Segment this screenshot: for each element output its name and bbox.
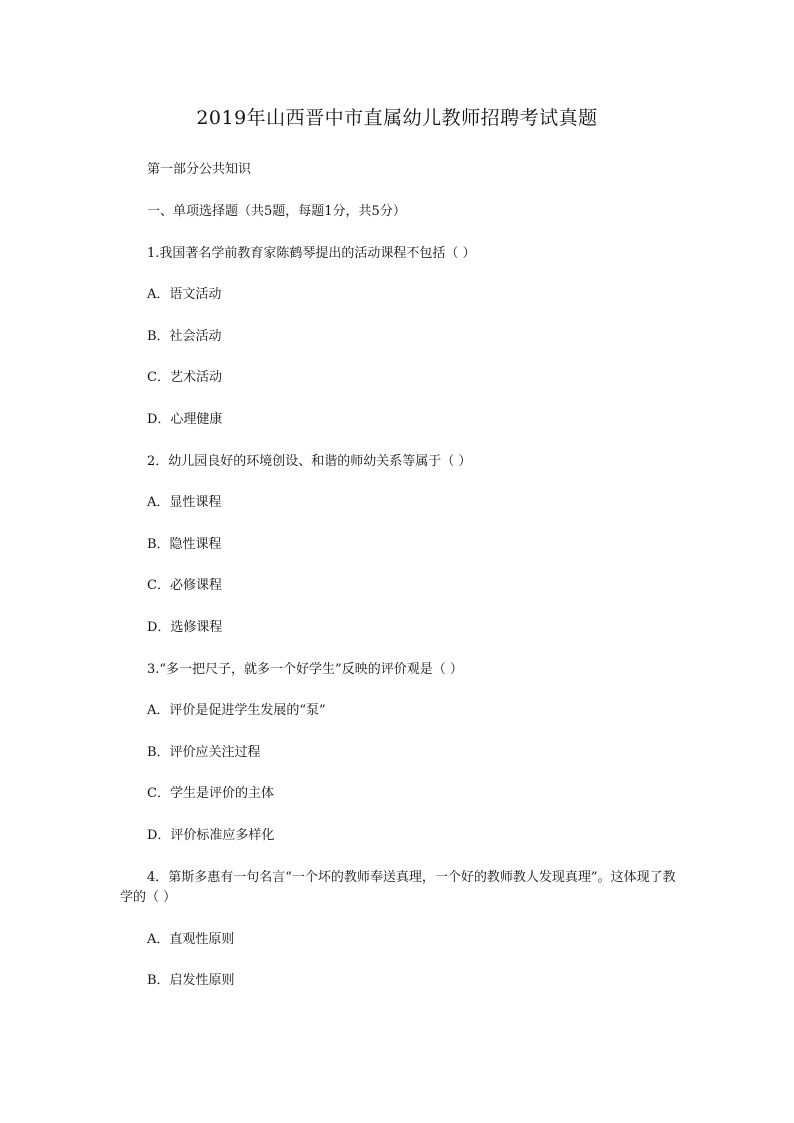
question-4-stem-block [120, 868, 680, 908]
question-2-option-a: A．显性课程 [147, 495, 222, 510]
question-1-stem: 1.我国著名学前教育家陈鹤琴提出的活动课程不包括（ ） [147, 246, 476, 261]
question-1-option-b: B．社会活动 [147, 329, 222, 344]
question-4-stem: 4．第斯多惠有一句名言“一个坏的教师奉送真理，一个好的教师教人发现真理”。这体现了教学的（ ） [120, 870, 676, 905]
question-3-stem: 3.“多一把尺子，就多一个好学生”反映的评价观是（ ） [147, 662, 463, 677]
question-2-option-d: D．选修课程 [147, 620, 223, 635]
question-3-option-d: D．评价标准应多样化 [147, 828, 275, 843]
question-1-option-c: C．艺术活动 [147, 370, 222, 385]
question-4-option-a: A．直观性原则 [147, 932, 235, 947]
question-1-option-a: A．语文活动 [147, 287, 222, 302]
document-title: 2019年山西晋中市直属幼儿教师招聘考试真题 [196, 107, 598, 129]
question-4-option-b: B．启发性原则 [147, 973, 235, 988]
question-2-stem: 2．幼儿园良好的环境创设、和谐的师幼关系等属于（ ） [147, 454, 472, 469]
question-2-option-b: B．隐性课程 [147, 537, 222, 552]
question-2-option-c: C．必修课程 [147, 578, 222, 593]
question-3-option-a: A．评价是促进学生发展的“泵” [147, 703, 326, 718]
question-1-option-d: D．心理健康 [147, 412, 223, 427]
section-heading: 一、单项选择题（共5题，每题1分，共5分） [147, 204, 406, 219]
question-3-option-b: B．评价应关注过程 [147, 745, 261, 760]
part-heading: 第一部分公共知识 [147, 162, 252, 177]
question-3-option-c: C．学生是评价的主体 [147, 786, 274, 801]
